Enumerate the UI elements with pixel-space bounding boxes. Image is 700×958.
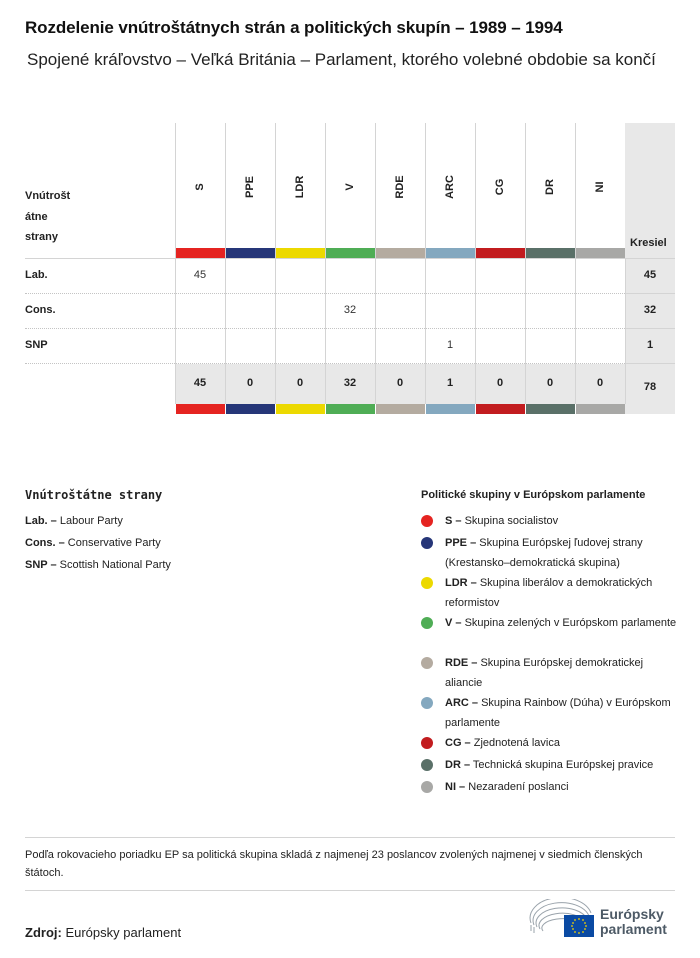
column-header-rde: RDE [394,175,406,199]
column-divider [525,123,526,259]
column-total: 0 [596,377,604,389]
cell: 32 [343,304,357,316]
divider [25,837,675,838]
party-legend-title: Vnútroštátne strany [25,488,163,502]
row-label-snp: SNP [25,339,48,351]
column-divider [175,123,176,259]
column-header-dr: DR [544,179,556,195]
column-header-ldr: LDR [294,175,306,199]
party-legend-item: Cons. – Conservative Party [25,537,161,549]
color-dot-icon [421,515,433,527]
group-legend-item: LDR – Skupina liberálov a demokratických reformistov [421,573,681,613]
column-divider [575,123,576,259]
group-color-bar [176,248,225,258]
column-divider [425,123,426,259]
group-color-bar [326,248,375,258]
color-dot-icon [421,657,433,669]
group-color-bar [176,404,225,414]
column-total: 1 [446,377,454,389]
party-legend-item: Lab. – Labour Party [25,515,123,527]
logo-text: Európsky parlament [600,906,667,937]
group-color-bar [276,248,325,258]
group-legend-item: S – Skupina socialistov [421,511,681,531]
column-header-arc: ARC [444,175,456,199]
group-legend-item: DR – Technická skupina Európskej pravice [421,755,681,775]
chart-subtitle: Spojené kráľovstvo – Veľká Británia – Parlament, ktorého volebné obdobie sa končí [27,50,656,69]
group-color-bar [526,248,575,258]
group-color-bar [576,248,625,258]
column-header-cg: CG [494,178,506,196]
group-color-bar [226,404,275,414]
column-header-ppe: PPE [244,175,256,199]
color-dot-icon [421,697,433,709]
row-total: 32 [643,304,657,316]
column-divider [325,123,326,259]
column-divider [225,123,226,259]
divider [25,890,675,891]
group-legend-item: CG – Zjednotená lavica [421,733,681,753]
row-label-lab: Lab. [25,269,48,281]
column-total: 45 [193,377,207,389]
group-color-bar [476,248,525,258]
group-legend-item: RDE – Skupina Európskej demokratickej aliancie [421,653,681,693]
group-color-bar [376,404,425,414]
seats-column-header: Kresiel [625,123,675,259]
column-total: 0 [246,377,254,389]
row-divider [25,363,625,364]
group-color-bar [576,404,625,414]
european-parliament-logo [529,899,679,939]
row-divider [25,293,625,294]
row-divider [25,328,625,329]
column-divider [275,123,276,259]
group-legend-item: ARC – Skupina Rainbow (Dúha) v Európskom parlamente [421,693,681,733]
column-total: 0 [396,377,404,389]
cell: 45 [193,269,207,281]
row-header-label: Vnútrošt átne strany [25,190,71,243]
party-legend-item: SNP – Scottish National Party [25,559,171,571]
row-label-cons: Cons. [25,304,56,316]
column-divider [375,123,376,259]
column-header-s: S [194,183,206,191]
group-color-bar [226,248,275,258]
row-total: 1 [646,339,654,351]
color-dot-icon [421,617,433,629]
header-divider [25,258,675,259]
group-color-bar [276,404,325,414]
cell: 1 [446,339,454,351]
column-total: 0 [496,377,504,389]
group-color-bar [476,404,525,414]
group-legend-item: V – Skupina zelených v Európskom parlamente [421,613,681,633]
group-legend-item: NI – Nezaradení poslanci [421,777,681,797]
group-legend-title: Politické skupiny v Európskom parlamente [421,489,646,501]
color-dot-icon [421,759,433,771]
european-parliament-hemicycle-icon [529,899,597,939]
color-dot-icon [421,781,433,793]
column-total: 0 [546,377,554,389]
source: Zdroj: Európsky parlament [25,925,182,940]
group-color-bar [376,248,425,258]
column-total: 32 [343,377,357,389]
group-color-bar [426,248,475,258]
column-header-v: V [344,183,356,191]
color-dot-icon [421,737,433,749]
group-color-bar [526,404,575,414]
footnote: Podľa rokovacieho poriadku EP sa politická skupina skladá z najmenej 23 poslancov zvolených najmenej v siedmich členských štátoch. [25,849,643,879]
group-color-bar [426,404,475,414]
row-total: 45 [643,269,657,281]
group-color-bar [326,404,375,414]
chart-title: Rozdelenie vnútroštátnych strán a politických skupín – 1989 – 1994 [25,18,563,37]
color-dot-icon [421,537,433,549]
group-legend-item: PPE – Skupina Európskej ľudovej strany (Krestansko–demokratická skupina) [421,533,681,573]
color-dot-icon [421,577,433,589]
column-header-ni: NI [594,181,606,193]
column-divider [475,123,476,259]
column-total: 0 [296,377,304,389]
grand-total: 78 [643,381,657,393]
